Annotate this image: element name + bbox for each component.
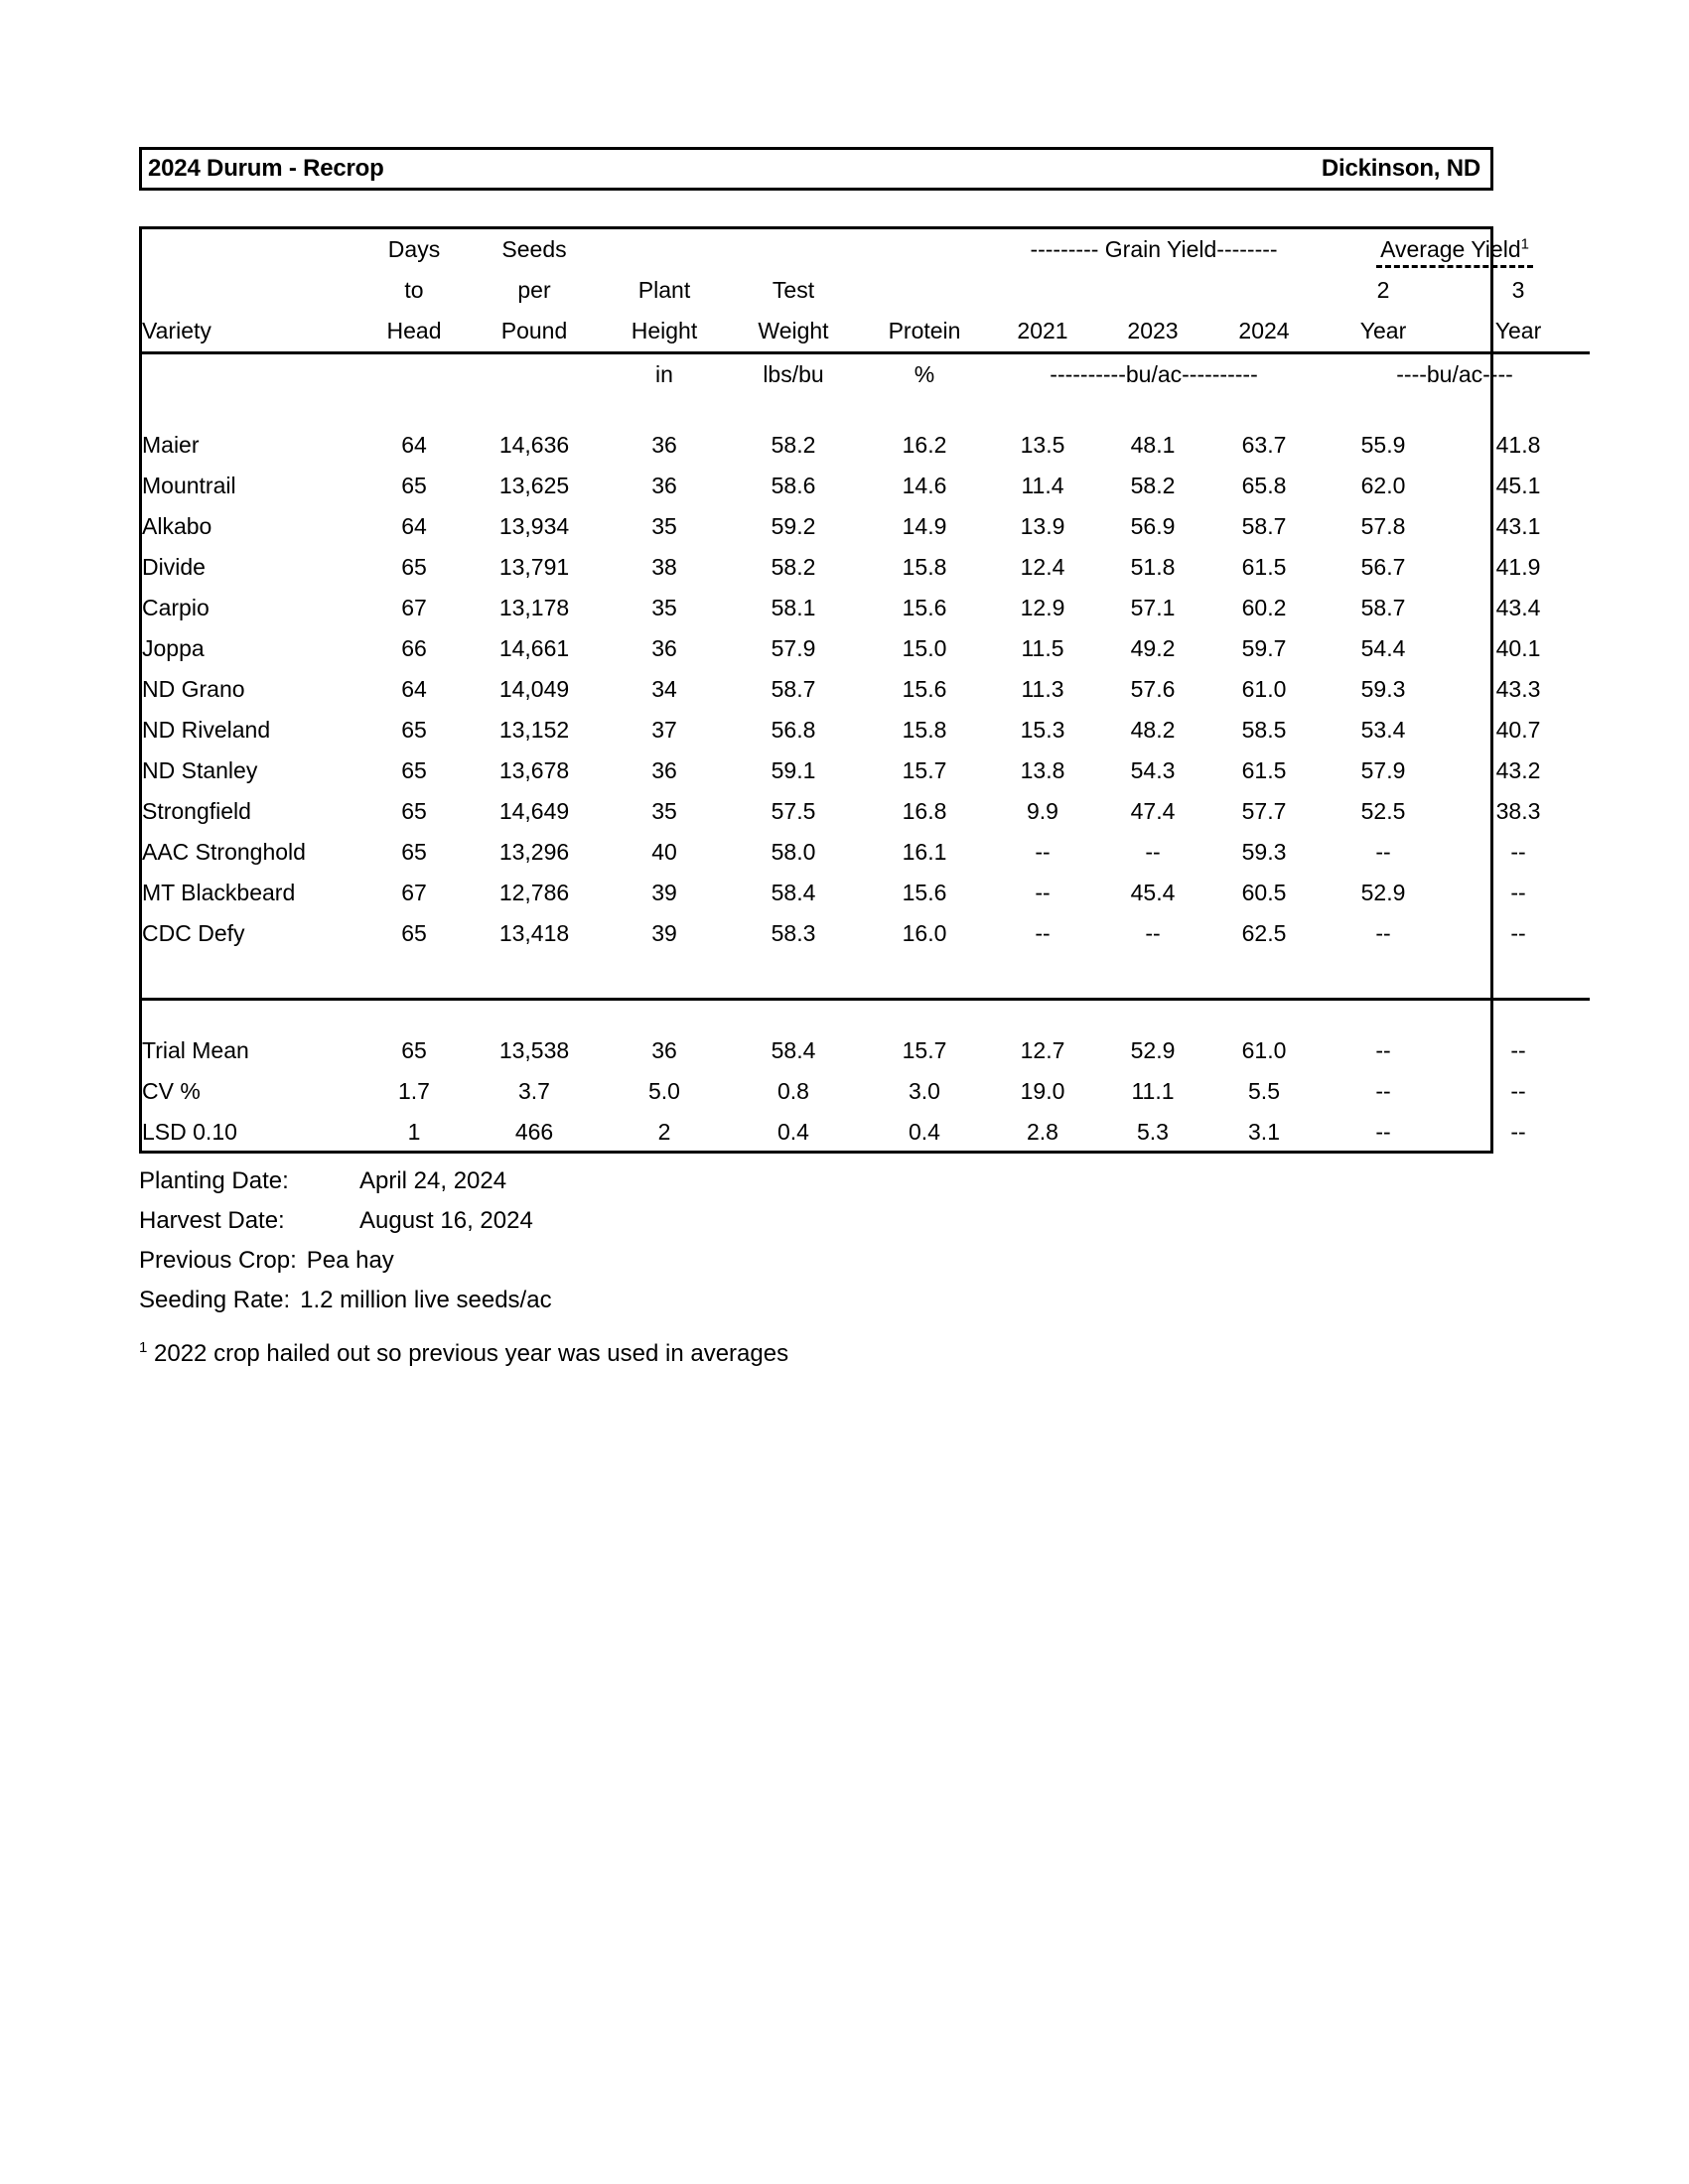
- cell-plant-height: 5.0: [648, 1078, 680, 1104]
- cell-avg-3-year: --: [1510, 880, 1526, 905]
- cell-variety: Divide: [142, 554, 206, 580]
- summary-row: [142, 1112, 1590, 1153]
- table-row: [142, 466, 1590, 506]
- cell-yield-2023: 54.3: [1130, 757, 1176, 783]
- header-blank-height: [603, 229, 726, 270]
- header-2023: 2023: [1097, 311, 1208, 353]
- cell-avg-3-year: --: [1510, 1078, 1526, 1104]
- header-protein: Protein: [861, 311, 988, 353]
- cell-yield-2021: 12.9: [1020, 595, 1065, 620]
- cell-protein: 15.7: [902, 757, 947, 783]
- cell-avg-2-year: 52.5: [1360, 798, 1406, 824]
- cell-protein: 15.0: [902, 635, 947, 661]
- cell-test-weight: 59.2: [771, 513, 816, 539]
- cell-test-weight: 58.2: [771, 432, 816, 458]
- cell-seeds-per-pound: 3.7: [518, 1078, 550, 1104]
- cell-protein: 0.4: [909, 1119, 940, 1145]
- cell-plant-height: 39: [651, 880, 677, 905]
- cell-plant-height: 39: [651, 920, 677, 946]
- unit-testwt: lbs/bu: [763, 361, 824, 387]
- seeding-rate-value: 1.2 million live seeds/ac: [300, 1287, 552, 1313]
- header-seeds-line3: Pound: [466, 311, 603, 353]
- cell-yield-2021: --: [1035, 880, 1051, 905]
- cell-yield-2023: 58.2: [1130, 473, 1176, 498]
- cell-protein: 16.0: [902, 920, 947, 946]
- cell-yield-2023: 48.1: [1130, 432, 1176, 458]
- cell-plant-height: 37: [651, 717, 677, 743]
- header-blank-2024: [1208, 270, 1320, 311]
- planting-date-label: Planting Date:: [139, 1167, 289, 1194]
- cell-yield-2024: 60.5: [1241, 880, 1287, 905]
- cell-avg-3-year: 43.4: [1495, 595, 1541, 620]
- cell-avg-3-year: 38.3: [1495, 798, 1541, 824]
- table-row: [142, 425, 1590, 466]
- table-row: [142, 506, 1590, 547]
- cell-seeds-per-pound: 13,791: [498, 554, 570, 580]
- cell-days-to-head: 1.7: [398, 1078, 430, 1104]
- cell-yield-2023: 57.6: [1130, 676, 1176, 702]
- cell-yield-2024: 59.7: [1241, 635, 1287, 661]
- harvest-date-line: [139, 1201, 1331, 1241]
- cell-days-to-head: 64: [401, 513, 427, 539]
- header-days-line3: Head: [362, 311, 466, 353]
- cell-variety: Strongfield: [142, 798, 251, 824]
- planting-date-line: [139, 1161, 1331, 1201]
- cell-test-weight: 58.3: [771, 920, 816, 946]
- cell-yield-2023: 11.1: [1131, 1078, 1175, 1104]
- summary-section-divider: [142, 1000, 1590, 1031]
- unit-average-yield: ----bu/ac----: [1396, 361, 1513, 387]
- cell-yield-2021: 15.3: [1020, 717, 1065, 743]
- cell-avg-2-year: 57.8: [1360, 513, 1406, 539]
- cell-avg-3-year: 45.1: [1495, 473, 1541, 498]
- previous-crop-line: [139, 1241, 1331, 1281]
- cell-protein: 15.8: [902, 554, 947, 580]
- cell-yield-2021: 13.9: [1020, 513, 1065, 539]
- table-row: [142, 710, 1590, 751]
- table-row: [142, 669, 1590, 710]
- cell-days-to-head: 65: [401, 473, 427, 498]
- previous-crop-label: Previous Crop:: [139, 1247, 297, 1274]
- cell-plant-height: 34: [651, 676, 677, 702]
- cell-avg-3-year: 43.3: [1495, 676, 1541, 702]
- cell-protein: 16.2: [902, 432, 947, 458]
- header-blank-2021: [988, 270, 1097, 311]
- cell-variety: ND Grano: [142, 676, 245, 702]
- header-avg3-line3: Year: [1447, 311, 1590, 353]
- cell-seeds-per-pound: 14,049: [498, 676, 570, 702]
- cell-avg-2-year: 62.0: [1360, 473, 1406, 498]
- cell-yield-2024: 5.5: [1248, 1078, 1280, 1104]
- cell-test-weight: 57.5: [771, 798, 816, 824]
- cell-test-weight: 58.6: [771, 473, 816, 498]
- cell-protein: 14.6: [902, 473, 947, 498]
- cell-seeds-per-pound: 466: [514, 1119, 554, 1145]
- cell-days-to-head: 65: [401, 717, 427, 743]
- cell-avg-2-year: 52.9: [1360, 880, 1406, 905]
- table-row: [142, 873, 1590, 913]
- cell-seeds-per-pound: 13,934: [498, 513, 570, 539]
- cell-avg-3-year: 40.7: [1495, 717, 1541, 743]
- header-row-3: [142, 311, 1590, 353]
- header-testwt-line3: Weight: [726, 311, 861, 353]
- cell-seeds-per-pound: 14,661: [498, 635, 570, 661]
- cell-yield-2024: 3.1: [1248, 1119, 1280, 1145]
- cell-variety: LSD 0.10: [142, 1119, 237, 1145]
- cell-seeds-per-pound: 12,786: [498, 880, 570, 905]
- cell-avg-2-year: 59.3: [1360, 676, 1406, 702]
- cell-seeds-per-pound: 13,296: [498, 839, 570, 865]
- cell-days-to-head: 65: [401, 757, 427, 783]
- cell-days-to-head: 65: [401, 1037, 427, 1063]
- cell-avg-2-year: --: [1375, 1078, 1391, 1104]
- report-title-bar: [139, 147, 1493, 191]
- cell-yield-2021: 9.9: [1027, 798, 1058, 824]
- cell-yield-2021: 11.3: [1021, 676, 1064, 702]
- footnote-marker: 1: [139, 1339, 148, 1356]
- trial-data-grid: [142, 229, 1590, 1153]
- cell-test-weight: 57.9: [771, 635, 816, 661]
- cell-yield-2021: --: [1035, 920, 1051, 946]
- cell-plant-height: 36: [651, 473, 677, 498]
- unit-days: [362, 353, 466, 396]
- spacer-before-summary: [142, 954, 1590, 1000]
- cell-variety: Mountrail: [142, 473, 236, 498]
- cell-avg-3-year: 40.1: [1495, 635, 1541, 661]
- cell-avg-3-year: --: [1510, 839, 1526, 865]
- cell-yield-2023: 56.9: [1130, 513, 1176, 539]
- cell-plant-height: 36: [651, 432, 677, 458]
- cell-yield-2024: 61.5: [1241, 554, 1287, 580]
- cell-days-to-head: 65: [401, 920, 427, 946]
- cell-test-weight: 56.8: [771, 717, 816, 743]
- cell-variety: Joppa: [142, 635, 205, 661]
- cell-yield-2021: --: [1035, 839, 1051, 865]
- cell-yield-2024: 63.7: [1241, 432, 1287, 458]
- cell-test-weight: 58.0: [771, 839, 816, 865]
- header-seeds-line2: per: [517, 277, 551, 303]
- cell-test-weight: 58.1: [771, 595, 816, 620]
- cell-days-to-head: 67: [401, 880, 427, 905]
- unit-height: in: [655, 361, 673, 387]
- cell-variety: CV %: [142, 1078, 201, 1104]
- cell-yield-2024: 61.0: [1241, 676, 1287, 702]
- cell-avg-3-year: --: [1510, 920, 1526, 946]
- cell-variety: CDC Defy: [142, 920, 245, 946]
- cell-protein: 15.8: [902, 717, 947, 743]
- header-blank-protein-2: [861, 270, 988, 311]
- cell-yield-2021: 11.5: [1021, 635, 1064, 661]
- cell-seeds-per-pound: 13,152: [498, 717, 570, 743]
- cell-yield-2023: 48.2: [1130, 717, 1176, 743]
- cell-avg-2-year: 56.7: [1360, 554, 1406, 580]
- cell-avg-2-year: --: [1375, 1119, 1391, 1145]
- cell-yield-2024: 61.5: [1241, 757, 1287, 783]
- cell-seeds-per-pound: 13,538: [498, 1037, 570, 1063]
- cell-protein: 15.7: [902, 1037, 947, 1063]
- cell-days-to-head: 67: [401, 595, 427, 620]
- cell-avg-3-year: 41.8: [1495, 432, 1541, 458]
- cell-yield-2023: 49.2: [1130, 635, 1176, 661]
- harvest-date-value: August 16, 2024: [359, 1207, 533, 1234]
- cell-avg-3-year: 41.9: [1495, 554, 1541, 580]
- cell-avg-2-year: 53.4: [1360, 717, 1406, 743]
- cell-plant-height: 35: [651, 798, 677, 824]
- cell-days-to-head: 66: [401, 635, 427, 661]
- unit-protein: %: [914, 361, 935, 387]
- cell-yield-2021: 12.7: [1020, 1037, 1065, 1063]
- cell-avg-2-year: 55.9: [1360, 432, 1406, 458]
- cell-days-to-head: 65: [401, 839, 427, 865]
- cell-yield-2021: 19.0: [1020, 1078, 1065, 1104]
- table-row: [142, 791, 1590, 832]
- cell-yield-2024: 65.8: [1241, 473, 1287, 498]
- cell-plant-height: 40: [651, 839, 677, 865]
- cell-protein: 16.1: [902, 839, 947, 865]
- cell-plant-height: 36: [651, 1037, 677, 1063]
- header-blank-testwt: [726, 229, 861, 270]
- unit-seeds: [466, 353, 603, 396]
- header-days-line2: to: [404, 277, 424, 303]
- header-avg3-line2: 3: [1511, 277, 1525, 303]
- average-yield-underline: [1376, 265, 1533, 268]
- trial-notes: [139, 1161, 1331, 1374]
- cell-avg-2-year: 54.4: [1360, 635, 1406, 661]
- cell-avg-3-year: 43.2: [1495, 757, 1541, 783]
- cell-protein: 3.0: [909, 1078, 940, 1104]
- cell-variety: Alkabo: [142, 513, 212, 539]
- cell-seeds-per-pound: 14,636: [498, 432, 570, 458]
- cell-yield-2024: 57.7: [1241, 798, 1287, 824]
- table-row: [142, 547, 1590, 588]
- cell-avg-2-year: --: [1375, 920, 1391, 946]
- seeding-rate-label: Seeding Rate:: [139, 1287, 291, 1313]
- cell-days-to-head: 64: [401, 676, 427, 702]
- cell-variety: ND Stanley: [142, 757, 258, 783]
- cell-yield-2024: 58.7: [1241, 513, 1287, 539]
- cell-yield-2023: 52.9: [1130, 1037, 1176, 1063]
- cell-test-weight: 59.1: [771, 757, 816, 783]
- table-row: [142, 588, 1590, 628]
- cell-days-to-head: 65: [401, 798, 427, 824]
- header-height-line2: Plant: [637, 277, 691, 303]
- cell-variety: AAC Stronghold: [142, 839, 306, 865]
- unit-grain-yield: ----------bu/ac----------: [1050, 361, 1258, 387]
- summary-row: [142, 1071, 1590, 1112]
- cell-yield-2023: 47.4: [1130, 798, 1176, 824]
- cell-yield-2021: 2.8: [1027, 1119, 1058, 1145]
- header-avg2-line3: Year: [1320, 311, 1447, 353]
- cell-avg-2-year: --: [1375, 839, 1391, 865]
- cell-seeds-per-pound: 13,625: [498, 473, 570, 498]
- cell-yield-2023: 5.3: [1137, 1119, 1169, 1145]
- cell-test-weight: 0.8: [777, 1078, 809, 1104]
- previous-crop-value: Pea hay: [306, 1247, 394, 1274]
- average-yield-label-wrap: [1376, 229, 1533, 270]
- header-row-2: [142, 270, 1590, 311]
- cell-plant-height: 38: [651, 554, 677, 580]
- header-average-yield-text: Average Yield: [1380, 236, 1521, 262]
- cell-plant-height: 36: [651, 757, 677, 783]
- cell-test-weight: 58.4: [771, 1037, 816, 1063]
- header-blank: [142, 229, 362, 270]
- summary-row: [142, 1030, 1590, 1071]
- report-location: Dickinson, ND: [1321, 155, 1480, 182]
- header-height-line3: Height: [603, 311, 726, 353]
- cell-avg-2-year: --: [1375, 1037, 1391, 1063]
- header-testwt-line2: Test: [772, 277, 815, 303]
- cell-days-to-head: 65: [401, 554, 427, 580]
- cell-avg-3-year: --: [1510, 1119, 1526, 1145]
- cell-plant-height: 36: [651, 635, 677, 661]
- header-seeds-line1: Seeds: [501, 236, 567, 262]
- table-row: [142, 832, 1590, 873]
- cell-yield-2024: 60.2: [1241, 595, 1287, 620]
- cell-test-weight: 58.4: [771, 880, 816, 905]
- cell-variety: MT Blackbeard: [142, 880, 296, 905]
- cell-variety: ND Riveland: [142, 717, 271, 743]
- header-2024: 2024: [1208, 311, 1320, 353]
- cell-seeds-per-pound: 13,178: [498, 595, 570, 620]
- cell-days-to-head: 64: [401, 432, 427, 458]
- cell-yield-2023: --: [1145, 920, 1161, 946]
- harvest-date-label: Harvest Date:: [139, 1207, 285, 1234]
- header-variety: Variety: [142, 311, 362, 353]
- cell-yield-2021: 12.4: [1020, 554, 1065, 580]
- cell-protein: 15.6: [902, 880, 947, 905]
- cell-protein: 15.6: [902, 595, 947, 620]
- cell-variety: Maier: [142, 432, 200, 458]
- cell-days-to-head: 1: [407, 1119, 421, 1145]
- cell-avg-3-year: --: [1510, 1037, 1526, 1063]
- cell-plant-height: 35: [651, 595, 677, 620]
- cell-yield-2023: 57.1: [1130, 595, 1176, 620]
- cell-yield-2023: --: [1145, 839, 1161, 865]
- cell-avg-2-year: 58.7: [1360, 595, 1406, 620]
- unit-blank: [142, 353, 362, 396]
- spacer-after-units: [142, 395, 1590, 425]
- cell-plant-height: 2: [657, 1119, 671, 1145]
- planting-date-value: April 24, 2024: [359, 1167, 507, 1194]
- header-blank-protein: [861, 229, 988, 270]
- header-grain-yield-group: --------- Grain Yield--------: [1030, 236, 1278, 262]
- variety-trial-table: [139, 226, 1542, 1154]
- average-yield-footnote-marker: 1: [1520, 235, 1529, 253]
- cell-yield-2024: 62.5: [1241, 920, 1287, 946]
- cell-seeds-per-pound: 14,649: [498, 798, 570, 824]
- cell-seeds-per-pound: 13,678: [498, 757, 570, 783]
- header-blank-2: [142, 270, 362, 311]
- cell-test-weight: 58.2: [771, 554, 816, 580]
- cell-variety: Trial Mean: [142, 1037, 249, 1063]
- table-row: [142, 628, 1590, 669]
- cell-test-weight: 0.4: [777, 1119, 809, 1145]
- header-row-1: [142, 229, 1590, 270]
- cell-yield-2021: 13.5: [1020, 432, 1065, 458]
- header-2021: 2021: [988, 311, 1097, 353]
- cell-protein: 16.8: [902, 798, 947, 824]
- footnote-text: 2022 crop hailed out so previous year was used in averages: [154, 1340, 789, 1367]
- table-row: [142, 751, 1590, 791]
- header-average-yield-group: [1320, 229, 1590, 270]
- cell-yield-2021: 13.8: [1020, 757, 1065, 783]
- cell-yield-2024: 61.0: [1241, 1037, 1287, 1063]
- report-title: 2024 Durum - Recrop: [148, 155, 384, 182]
- cell-yield-2024: 59.3: [1241, 839, 1287, 865]
- units-row: [142, 353, 1590, 396]
- cell-protein: 15.6: [902, 676, 947, 702]
- cell-avg-3-year: 43.1: [1495, 513, 1541, 539]
- cell-protein: 14.9: [902, 513, 947, 539]
- cell-yield-2023: 45.4: [1130, 880, 1176, 905]
- seeding-rate-line: [139, 1281, 1331, 1320]
- cell-variety: Carpio: [142, 595, 210, 620]
- cell-test-weight: 58.7: [771, 676, 816, 702]
- cell-avg-2-year: 57.9: [1360, 757, 1406, 783]
- cell-seeds-per-pound: 13,418: [498, 920, 570, 946]
- header-blank-2023: [1097, 270, 1208, 311]
- cell-yield-2021: 11.4: [1021, 473, 1064, 498]
- cell-yield-2023: 51.8: [1130, 554, 1176, 580]
- cell-yield-2024: 58.5: [1241, 717, 1287, 743]
- header-days-line1: Days: [387, 236, 441, 262]
- header-avg2-line2: 2: [1376, 277, 1390, 303]
- footnote-line: [139, 1334, 1331, 1374]
- table-row: [142, 913, 1590, 954]
- cell-plant-height: 35: [651, 513, 677, 539]
